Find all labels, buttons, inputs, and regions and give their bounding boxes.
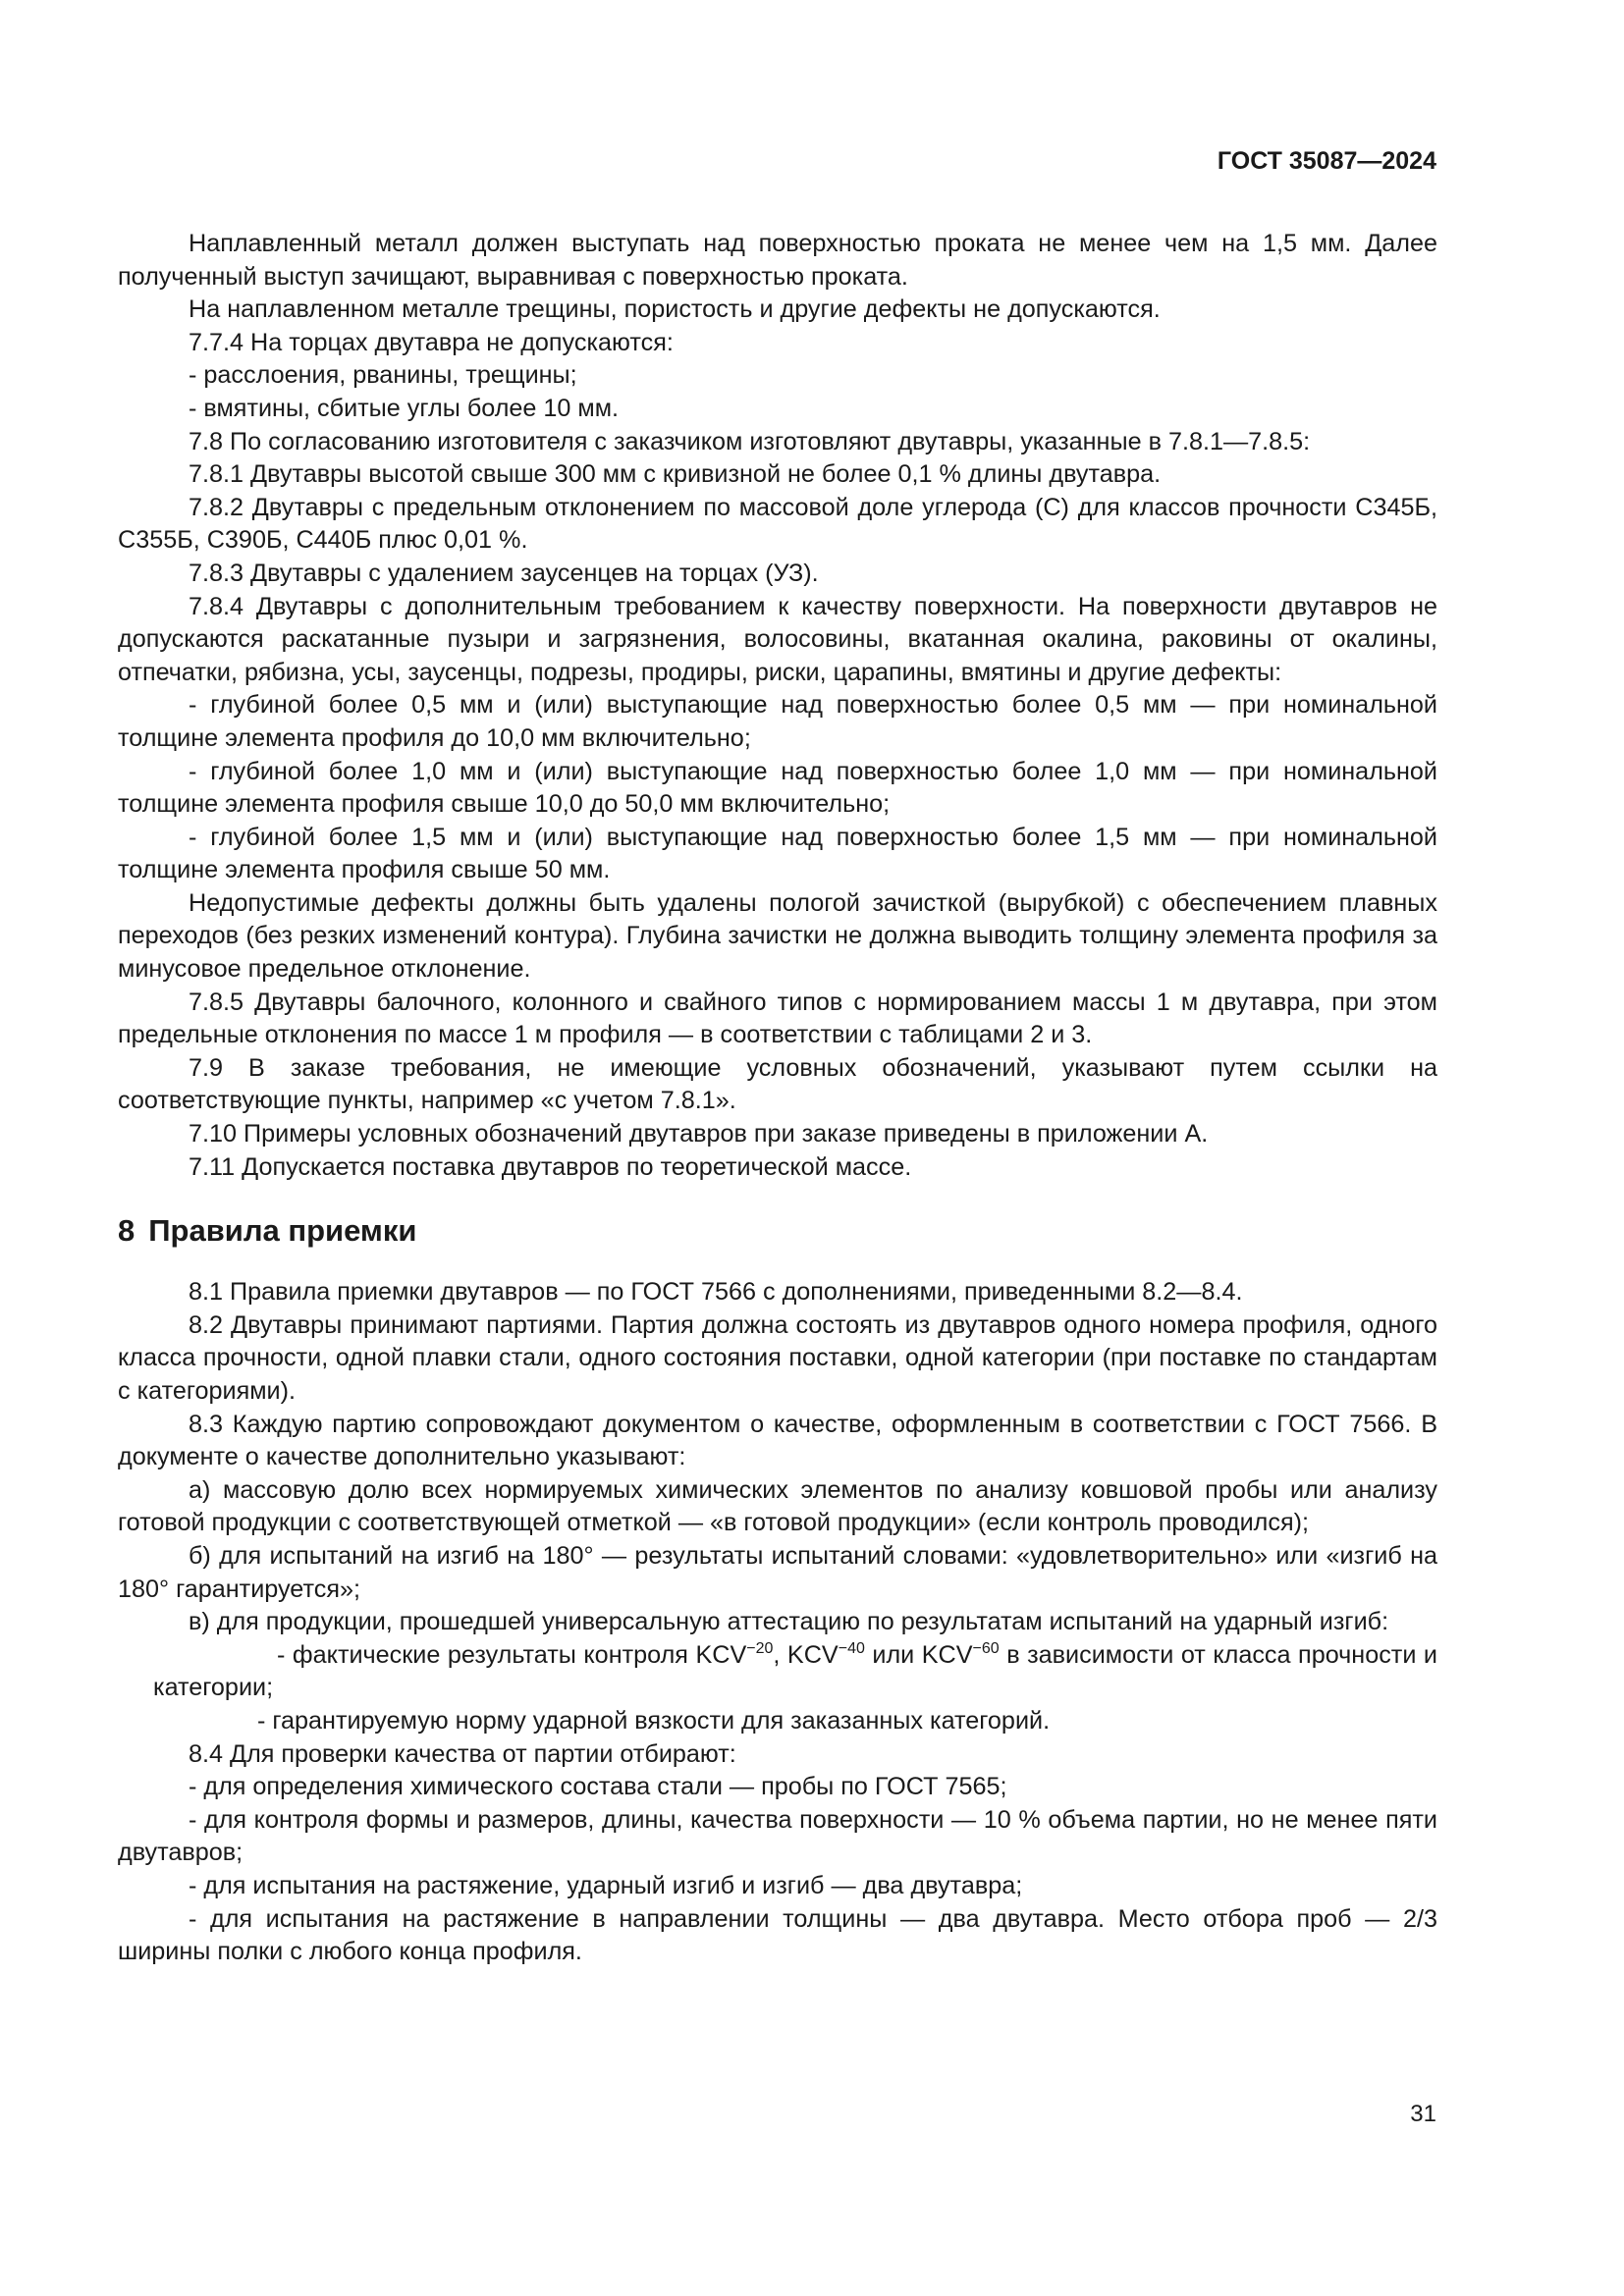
paragraph: - гарантируемую норму ударной вязкости для заказанных категорий.: [257, 1706, 1051, 1735]
paragraph: 7.8.4 Двутавры с дополнительным требованием к качеству поверхности. На поверхности двутавров не допускаются раскатанные пузыри и загрязнения, волосовины, вкатанная окалина, раковины от окалины, отпечатки, рябизна, усы, заусенцы, подрезы, продиры, риски, царапины, вмятины и другие дефекты:: [118, 592, 1437, 686]
page-number: 31: [1410, 2101, 1436, 2127]
paragraph: - для контроля формы и размеров, длины, качества поверхности — 10 % объема партии, но не менее пяти двутавров;: [118, 1805, 1437, 1867]
paragraph: 7.8.3 Двутавры с удалением заусенцев на торцах (УЗ).: [189, 559, 819, 587]
paragraph: 7.7.4 На торцах двутавра не допускаются:: [189, 328, 674, 356]
paragraph: 7.8 По согласованию изготовителя с заказчиком изготовляют двутавры, указанные в 7.8.1—7.8.5:: [189, 427, 1311, 455]
paragraph: а) массовую долю всех нормируемых химических элементов по анализу ковшовой пробы или анализу готовой продукции с соответствующей отметкой — «в готовой продукции» (если контроль проводился);: [118, 1475, 1437, 1537]
paragraph: - расслоения, рванины, трещины;: [189, 361, 577, 390]
paragraph: 7.11 Допускается поставка двутавров по теоретической массе.: [189, 1152, 912, 1181]
paragraph: 8.2 Двутавры принимают партиями. Партия должна состоять из двутавров одного номера профиля, одного класса прочности, одной плавки стали, одного состояния поставки, одной категории (при поставке по стандартам с категориями).: [118, 1310, 1437, 1405]
paragraph: 8.3 Каждую партию сопровождают документом о качестве, оформленным в соответствии с ГОСТ 7566. В документе о качестве дополнительно указывают:: [118, 1410, 1437, 1471]
section-7-continuation: [118, 228, 1437, 1184]
paragraph: 8.4 Для проверки качества от партии отбирают:: [189, 1739, 736, 1768]
section-8-paragraphs-continued: [118, 1705, 1437, 1969]
paragraph: 7.8.5 Двутавры балочного, колонного и свайного типов с нормированием массы 1 м двутавра, при этом предельные отклонения по массе 1 м профиля — в соответствии с таблицами 2 и 3.: [118, 988, 1437, 1049]
paragraph: - для испытания на растяжение в направлении толщины — два двутавра. Место отбора проб — 2/3 ширины полки с любого конца профиля.: [118, 1904, 1437, 1966]
paragraph: - глубиной более 1,0 мм и (или) выступающие над поверхностью более 1,0 мм — при номинальной толщине элемента профиля свыше 10,0 до 50,0 мм включительно;: [118, 757, 1437, 819]
paragraph: 7.10 Примеры условных обозначений двутавров при заказе приведены в приложении А.: [189, 1120, 1209, 1148]
paragraph: 7.8.1 Двутавры высотой свыше 300 мм с кривизной не более 0,1 % длины двутавра.: [189, 460, 1162, 489]
paragraph: б) для испытаний на изгиб на 180° — результаты испытаний словами: «удовлетворительно» или «изгиб на 180° гарантируется»;: [118, 1541, 1437, 1603]
paragraph: Недопустимые дефекты должны быть удалены пологой зачисткой (вырубкой) с обеспечением плавных переходов (без резких изменений контура). Глубина зачистки не должна выводить толщину элемента профиля за минусовое предельное отклонение.: [118, 888, 1437, 984]
section-number: 8: [118, 1213, 135, 1249]
kcv-list-item: - фактические результаты контроля $KCV^{-20}$, $KCV^{-40}$ или $KCV^{-60}$ в зависимости от класса прочности и категории;: [153, 1639, 1437, 1702]
paragraph: 7.8.2 Двутавры с предельным отклонением по массовой доле углерода (С) для классов прочности С345Б, С355Б, С390Б, С440Б плюс 0,01 %.: [118, 493, 1437, 555]
paragraph: - для определения химического состава стали — пробы по ГОСТ 7565;: [189, 1773, 1007, 1801]
paragraph: в) для продукции, прошедшей универсальную аттестацию по результатам испытаний на ударный изгиб:: [189, 1608, 1389, 1636]
paragraph: На наплавленном металле трещины, пористость и другие дефекты не допускаются.: [189, 295, 1161, 324]
paragraph: Наплавленный металл должен выступать над поверхностью проката не менее чем на 1,5 мм. Далее полученный выступ зачищают, выравнивая с поверхностью проката.: [118, 230, 1437, 291]
paragraph: - глубиной более 1,5 мм и (или) выступающие над поверхностью более 1,5 мм — при номинальной толщине элемента профиля свыше 50 мм.: [118, 823, 1437, 884]
paragraph: - глубиной более 0,5 мм и (или) выступающие над поверхностью более 0,5 мм — при номинальной толщине элемента профиля до 10,0 мм включительно;: [118, 691, 1437, 752]
page-body: [118, 228, 1437, 1969]
paragraph: - вмятины, сбитые углы более 10 мм.: [189, 394, 620, 422]
paragraph: 8.1 Правила приемки двутавров — по ГОСТ 7566 с дополнениями, приведенными 8.2—8.4.: [189, 1278, 1243, 1307]
paragraph: 7.9 В заказе требования, не имеющие условных обозначений, указывают путем ссылки на соответствующие пункты, например «с учетом 7.8.1».: [118, 1053, 1437, 1115]
paragraph: - для испытания на растяжение, ударный изгиб и изгиб — два двутавра;: [189, 1871, 1023, 1899]
document-code-header: ГОСТ 35087—2024: [1217, 147, 1436, 175]
section-8-heading: [118, 1211, 1437, 1251]
section-8-paragraphs: [118, 1276, 1437, 1639]
section-title: Правила приемки: [148, 1213, 417, 1249]
